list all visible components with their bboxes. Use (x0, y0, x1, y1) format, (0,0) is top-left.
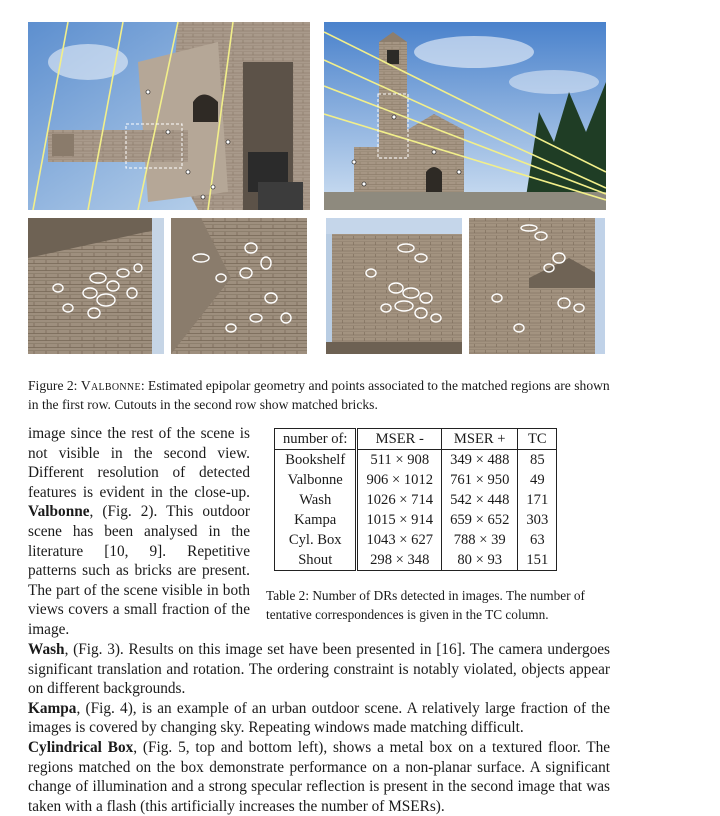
table-header: MSER - (357, 429, 442, 450)
table-row (275, 490, 557, 510)
table-row (275, 470, 557, 490)
table-cell: 298 × 348 (357, 550, 442, 571)
kampa-text: , (Fig. 4), is an example of an urban outdoor scene. A relatively large fraction of the images is covered by changing sky. Repeating windows made matching difficult. (28, 699, 610, 737)
table-cell: 761 × 950 (442, 470, 518, 490)
table-cell: 151 (518, 550, 557, 571)
cylindrical-box-paragraph (28, 738, 610, 816)
figure-caption (28, 376, 620, 414)
table-cell: 85 (518, 450, 557, 471)
table-header: number of: (275, 429, 357, 450)
table-header: MSER + (442, 429, 518, 450)
table-cell: 1043 × 627 (357, 530, 442, 550)
valbonne-text: , (Fig. 2). This outdoor scene has been analysed in the literature [10, 9]. Repetitive patterns such as bricks are present. The part of the scene visible in both views covers a small fraction of the image. (28, 503, 250, 638)
valbonne-heading: Valbonne (28, 503, 90, 521)
table-cell: 49 (518, 470, 557, 490)
table-cell: 1026 × 714 (357, 490, 442, 510)
wash-heading: Wash (28, 641, 65, 658)
cylindrical-box-heading: Cylindrical Box (28, 738, 134, 756)
table-cell: Cyl. Box (275, 530, 357, 550)
table-row (275, 450, 557, 471)
table-cell: Valbonne (275, 470, 357, 490)
kampa-heading: Kampa (28, 699, 77, 717)
table-cell: 80 × 93 (442, 550, 518, 571)
table-cell: 659 × 652 (442, 510, 518, 530)
table-row (275, 550, 557, 571)
table-cell: 511 × 908 (357, 450, 442, 471)
table-cell: 63 (518, 530, 557, 550)
table-cell: 788 × 39 (442, 530, 518, 550)
wash-text: , (Fig. 3). Results on this image set have been presented in [16]. The camera undergoes significant translation and rotation. The ordering constraint is notably violated, objects appear on different backgrounds. (28, 641, 610, 698)
cutout-view-2-right (469, 218, 605, 354)
table-cell: 906 × 1012 (357, 470, 442, 490)
dataset-descriptions (28, 640, 610, 816)
table-cell: Bookshelf (275, 450, 357, 471)
table-cell: 542 × 448 (442, 490, 518, 510)
results-table (274, 428, 557, 571)
cutout-view-1-left (28, 218, 164, 354)
table-cell: 1015 × 914 (357, 510, 442, 530)
table-cell: Wash (275, 490, 357, 510)
cutout-view-1-right (171, 218, 307, 354)
left-column-text (28, 424, 250, 640)
wash-paragraph (28, 640, 610, 699)
kampa-paragraph (28, 699, 610, 738)
figure-text: : Estimated epipolar geometry and points associated to the matched regions are shown in the first row. Cutouts in the second row show matched bricks. (28, 378, 610, 412)
table-cell: Kampa (275, 510, 357, 530)
figure-label: Figure 2: (28, 378, 78, 393)
table-cell: 303 (518, 510, 557, 530)
valbonne-view-2-photo (324, 22, 606, 210)
table-cell: 349 × 488 (442, 450, 518, 471)
table-caption: Table 2: Number of DRs detected in images. The number of tentative correspondences is given in the TC column. (266, 588, 585, 622)
table-row (275, 530, 557, 550)
table-header-row (275, 429, 557, 450)
table-cell: 171 (518, 490, 557, 510)
cylindrical-box-text: , (Fig. 5, top and bottom left), shows a metal box on a textured floor. The regions matched on the box demonstrate performance on a non-planar surface. A significant change of illumination and a strong specular reflection is present in the second image that was taken with a flash (this artificially increases the number of MSERs). (28, 738, 611, 815)
continued-paragraph: image since the rest of the scene is not visible in the second view. Different resolution of detected features is evident in the close-up. (28, 425, 250, 501)
table-row (275, 510, 557, 530)
valbonne-view-1-photo (28, 22, 310, 210)
figure-name: Valbonne (80, 378, 141, 393)
table-header: TC (518, 429, 557, 450)
cutout-view-2-left (326, 218, 462, 354)
table-cell: Shout (275, 550, 357, 571)
